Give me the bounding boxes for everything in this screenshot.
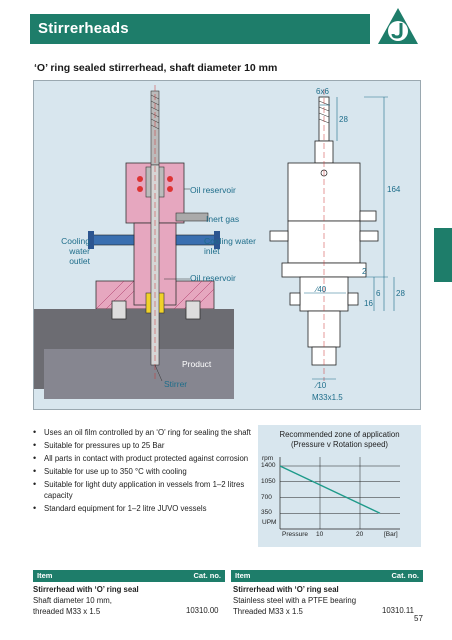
x-tick-label: 20 [356, 531, 364, 538]
y-label-upm: UPM [262, 519, 277, 526]
product-title-right: Stirrerhead with ‘O’ ring seal [233, 585, 339, 594]
dim-diameter-40: ∕40 [316, 285, 327, 294]
chart-title-line2: (Pressure v Rotation speed) [290, 440, 389, 449]
application-zone-chart [258, 425, 421, 547]
feature-item: • Standard equipment for 1–2 litre JUVO vessels [33, 503, 251, 514]
dim-164: 164 [387, 185, 401, 194]
header-cat-no: Cat. no. [391, 571, 419, 580]
page-number: 57 [414, 614, 423, 623]
cat-no-right: 10310.11 [382, 606, 414, 615]
y-tick-label: 700 [261, 493, 272, 501]
dim-diameter-10: ∕10 [316, 381, 327, 390]
product-desc-left-2: threaded M33 x 1.5 [33, 607, 101, 616]
juvo-logo [376, 6, 420, 46]
feature-item: • Uses an oil film controlled by an ‘O’ ring for sealing the shaft [33, 427, 251, 438]
label-cooling-water-outlet: Cooling water outlet [61, 236, 90, 266]
label-cooling-water-inlet: Cooling water inlet [204, 236, 256, 256]
feature-list [33, 427, 251, 516]
side-section-tab [434, 228, 452, 282]
header-bar [30, 14, 370, 44]
label-oil-reservoir-bottom: Oil reservoir [190, 273, 236, 283]
dim-thread: M33x1.5 [312, 393, 343, 402]
dim-28-top: 28 [339, 115, 348, 124]
x-unit-label: [Bar] [384, 531, 398, 538]
label-product: Product [182, 359, 212, 369]
technical-drawing [33, 80, 421, 410]
y-tick-label: 1050 [261, 477, 276, 485]
feature-item: • Suitable for light duty application in vessels from 1–2 litres capacity [33, 479, 251, 501]
dim-6: 6 [376, 289, 381, 298]
dim-16: 16 [364, 299, 373, 308]
y-unit-label: rpm [262, 455, 274, 462]
header-item: Item [37, 571, 53, 580]
x-axis-label: Pressure [282, 531, 309, 538]
product-desc-right-1: Stainless steel with a PTFE bearing [233, 596, 357, 605]
label-stirrer: Stirrer [164, 379, 188, 389]
y-tick-label: 350 [261, 509, 272, 517]
label-oil-reservoir-top: Oil reservoir [190, 185, 236, 195]
table-header-right [231, 570, 423, 582]
header-item: Item [235, 571, 251, 580]
section-subtitle: ‘O’ ring sealed stirrerhead, shaft diameter 10 mm [34, 62, 278, 74]
header-cat-no: Cat. no. [193, 571, 221, 580]
feature-item: • All parts in contact with product protected against corrosion [33, 453, 251, 464]
chart-series-line [280, 466, 380, 513]
dim-hex: 6x6 [316, 87, 329, 96]
cat-no-left: 10310.00 [186, 606, 219, 615]
dim-2: 2 [362, 267, 367, 276]
label-inert-gas: Inert gas [206, 214, 240, 224]
feature-item: • Suitable for pressures up to 25 Bar [33, 440, 251, 451]
y-tick-label: 1400 [261, 462, 276, 469]
product-desc-right-2: Threaded M33 x 1.5 [233, 607, 303, 616]
chart-title-line1: Recommended zone of application [279, 430, 400, 439]
dim-28-bottom: 28 [396, 289, 405, 298]
product-desc-left-1: Shaft diameter 10 mm, [33, 596, 112, 605]
table-header-left [33, 570, 225, 582]
chart-plot [258, 425, 421, 547]
feature-item: • Suitable for use up to 350 °C with cooling [33, 466, 251, 477]
x-tick-label: 10 [316, 531, 324, 538]
page-title: Stirrerheads [38, 20, 129, 37]
product-title-left: Stirrerhead with ‘O’ ring seal [33, 585, 139, 594]
